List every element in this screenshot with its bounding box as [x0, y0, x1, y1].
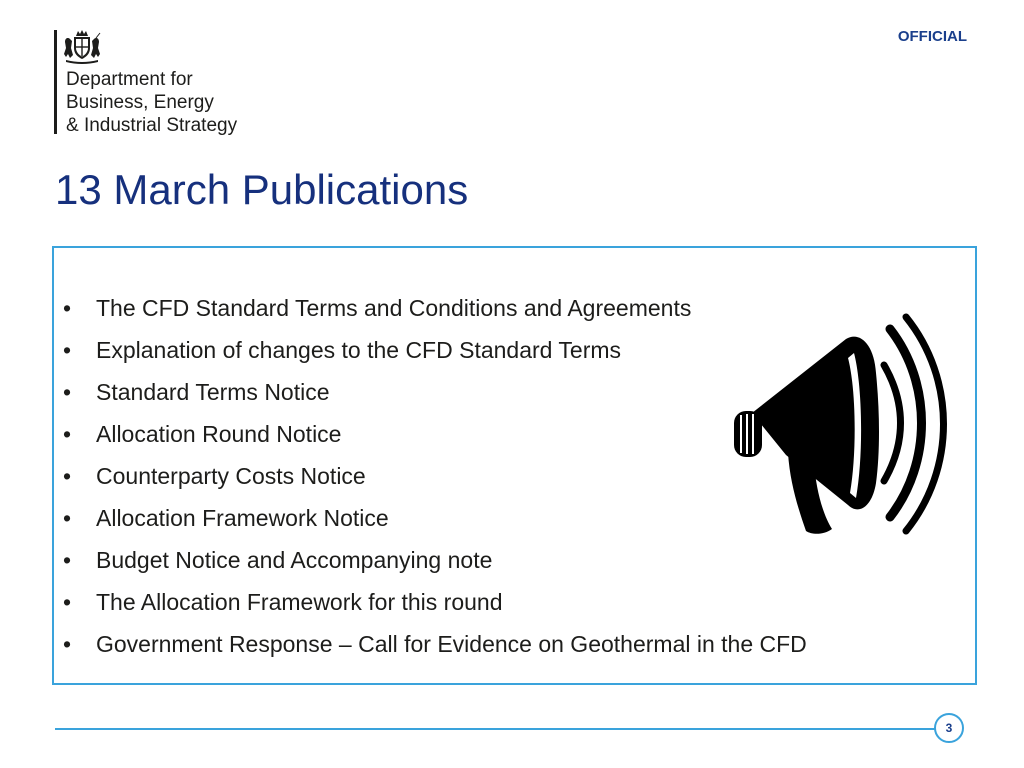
list-item-text: Allocation Framework Notice: [96, 505, 389, 531]
list-item-text: Government Response – Call for Evidence on Geothermal in the CFD: [96, 631, 807, 657]
bullet-icon: •: [63, 547, 72, 573]
classification-label: OFFICIAL: [897, 28, 967, 45]
megaphone-icon: [694, 303, 954, 543]
list-item-text: Counterparty Costs Notice: [96, 463, 366, 489]
slide-title: 13 March Publications: [55, 166, 469, 213]
bullet-icon: •: [63, 421, 72, 447]
content-box: [52, 246, 977, 685]
bullet-icon: •: [63, 337, 72, 363]
bullet-icon: •: [63, 589, 72, 615]
department-name: [66, 68, 237, 137]
bullet-icon: •: [63, 295, 72, 321]
bullet-icon: •: [63, 379, 72, 405]
logo-divider-bar: [54, 30, 57, 134]
royal-coat-of-arms-icon: [62, 28, 102, 64]
list-item-text: The CFD Standard Terms and Conditions and Agreements: [96, 295, 692, 321]
footer-rule: [55, 728, 935, 730]
bullet-icon: •: [63, 631, 72, 657]
department-name-line: & Industrial Strategy: [66, 115, 238, 136]
department-logo: [54, 28, 284, 138]
list-item: [54, 629, 807, 671]
department-name-line: Business, Energy: [66, 92, 214, 113]
list-item: [54, 545, 807, 587]
bullet-icon: •: [63, 505, 72, 531]
department-name-line: Department for: [66, 69, 193, 90]
list-item-text: Explanation of changes to the CFD Standard Terms: [96, 337, 622, 363]
list-item-text: Standard Terms Notice: [96, 379, 330, 405]
bullet-icon: •: [63, 463, 72, 489]
page-number-badge: 3: [934, 713, 964, 743]
list-item: [54, 587, 807, 629]
list-item-text: The Allocation Framework for this round: [96, 589, 503, 615]
list-item-text: Allocation Round Notice: [96, 421, 342, 447]
list-item-text: Budget Notice and Accompanying note: [96, 547, 493, 573]
